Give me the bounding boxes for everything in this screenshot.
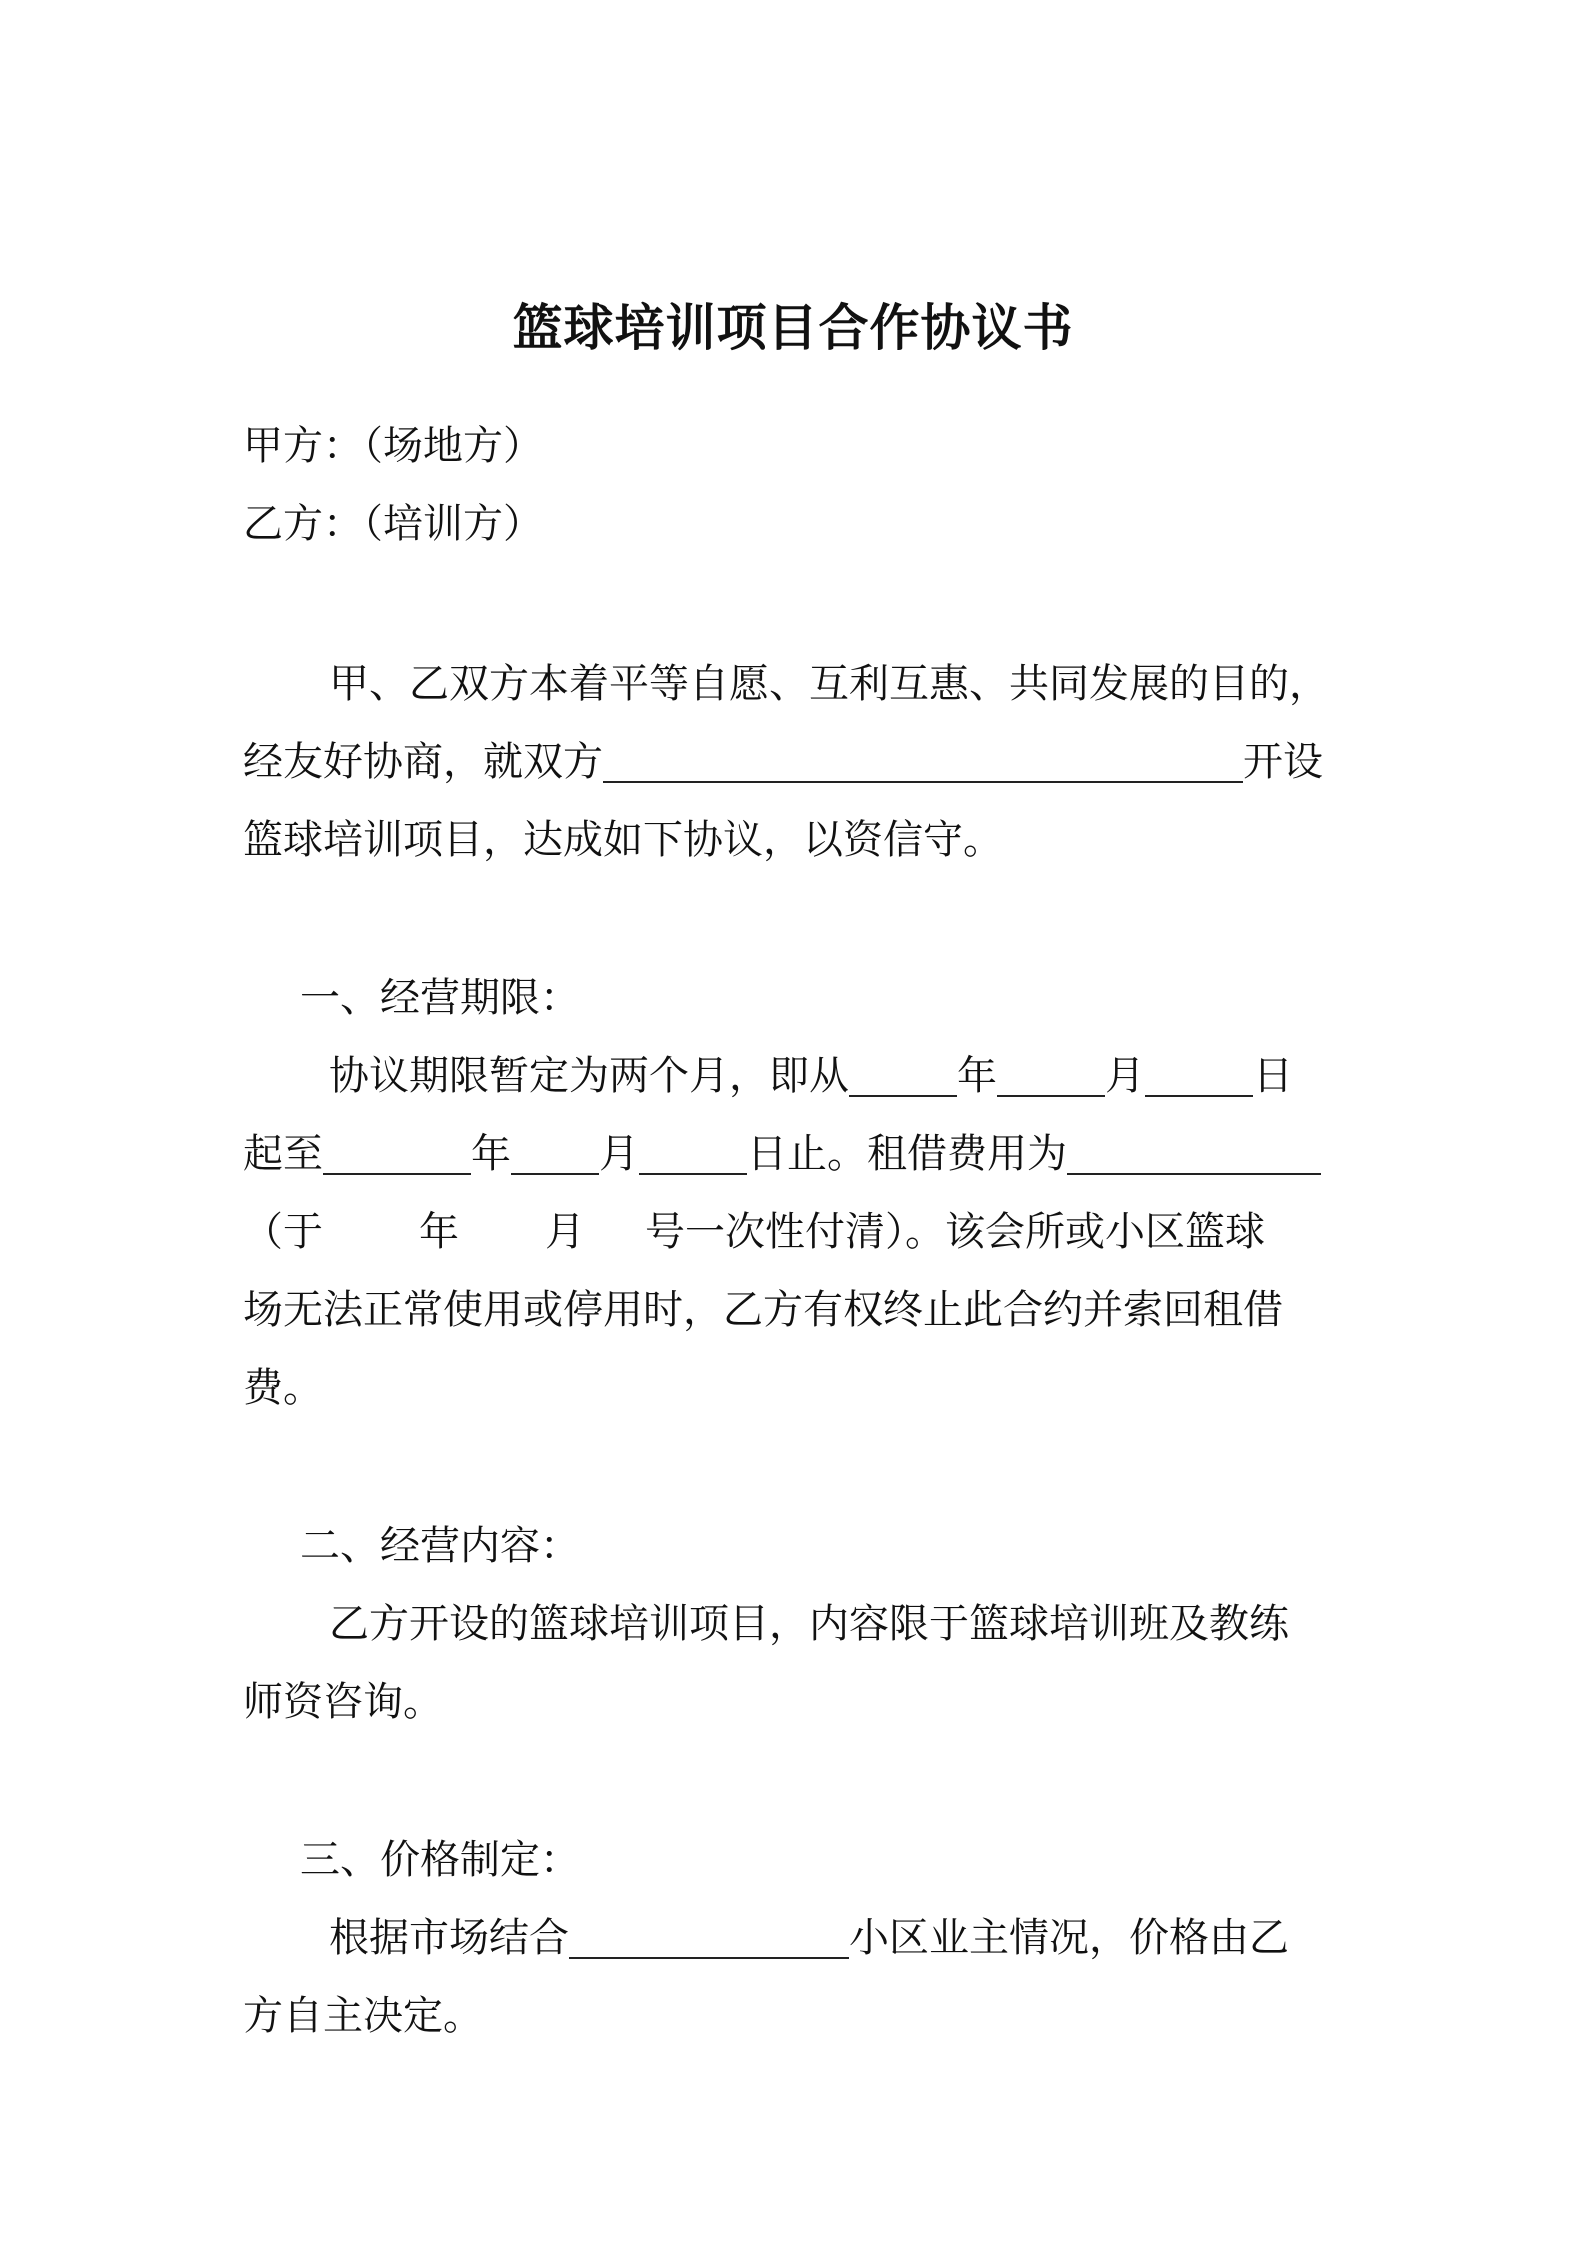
start-year-blank[interactable] <box>849 1055 957 1097</box>
section-1-text: 协议期限暂定为两个月，即从 <box>329 1053 849 1099</box>
section-2-heading: 二、经营内容： <box>300 1523 580 1569</box>
community-name-blank[interactable] <box>569 1917 849 1959</box>
section-1-line-3 <box>243 1204 1265 1260</box>
month-label: 月 <box>599 1131 639 1177</box>
intro-line-2-text-b: 开设 <box>1243 739 1323 785</box>
party-a-line: 甲方：（场地方） <box>243 423 543 469</box>
cooperation-blank-field[interactable] <box>603 741 1243 783</box>
year-label: 年 <box>419 1209 459 1255</box>
section-1-text: 日止。租借费用为 <box>747 1131 1067 1177</box>
document-title: 篮球培训项目合作协议书 <box>512 299 1074 357</box>
intro-line-2 <box>243 734 1323 790</box>
section-1-heading: 一、经营期限： <box>300 975 580 1021</box>
intro-line-2-text-a: 经友好协商，就双方 <box>243 739 603 785</box>
year-label: 年 <box>471 1131 511 1177</box>
section-2-line-2: 师资咨询。 <box>243 1679 443 1725</box>
end-day-blank[interactable] <box>639 1133 747 1175</box>
section-3-text: 根据市场结合 <box>329 1915 569 1961</box>
section-1-text: 号一次性付清）。该会所或小区篮球 <box>645 1209 1265 1255</box>
section-1-line-5: 费。 <box>243 1365 323 1411</box>
month-label: 月 <box>1105 1053 1145 1099</box>
section-1-text: （于 <box>243 1209 323 1255</box>
section-1-line-1 <box>329 1048 1293 1104</box>
section-3-line-1 <box>329 1910 1289 1966</box>
start-day-blank[interactable] <box>1145 1055 1253 1097</box>
year-label: 年 <box>957 1053 997 1099</box>
section-3-heading: 三、价格制定： <box>300 1837 580 1883</box>
section-3-line-2: 方自主决定。 <box>243 1993 483 2039</box>
section-1-text: 起至 <box>243 1131 323 1177</box>
party-b-line: 乙方：（培训方） <box>243 501 543 547</box>
intro-line-1: 甲、乙双方本着平等自愿、互利互惠、共同发展的目的， <box>329 661 1329 707</box>
section-1-line-4: 场无法正常使用或停用时，乙方有权终止此合约并索回租借 <box>243 1287 1283 1333</box>
rental-fee-blank[interactable] <box>1067 1133 1321 1175</box>
intro-line-3: 篮球培训项目，达成如下协议，以资信守。 <box>243 817 1003 863</box>
start-month-blank[interactable] <box>997 1055 1105 1097</box>
section-2-line-1: 乙方开设的篮球培训项目，内容限于篮球培训班及教练 <box>329 1601 1289 1647</box>
end-year-blank[interactable] <box>323 1133 471 1175</box>
section-3-text: 小区业主情况，价格由乙 <box>849 1915 1289 1961</box>
end-month-blank[interactable] <box>511 1133 599 1175</box>
month-label: 月 <box>545 1209 585 1255</box>
day-label: 日 <box>1253 1053 1293 1099</box>
section-1-line-2 <box>243 1126 1321 1182</box>
